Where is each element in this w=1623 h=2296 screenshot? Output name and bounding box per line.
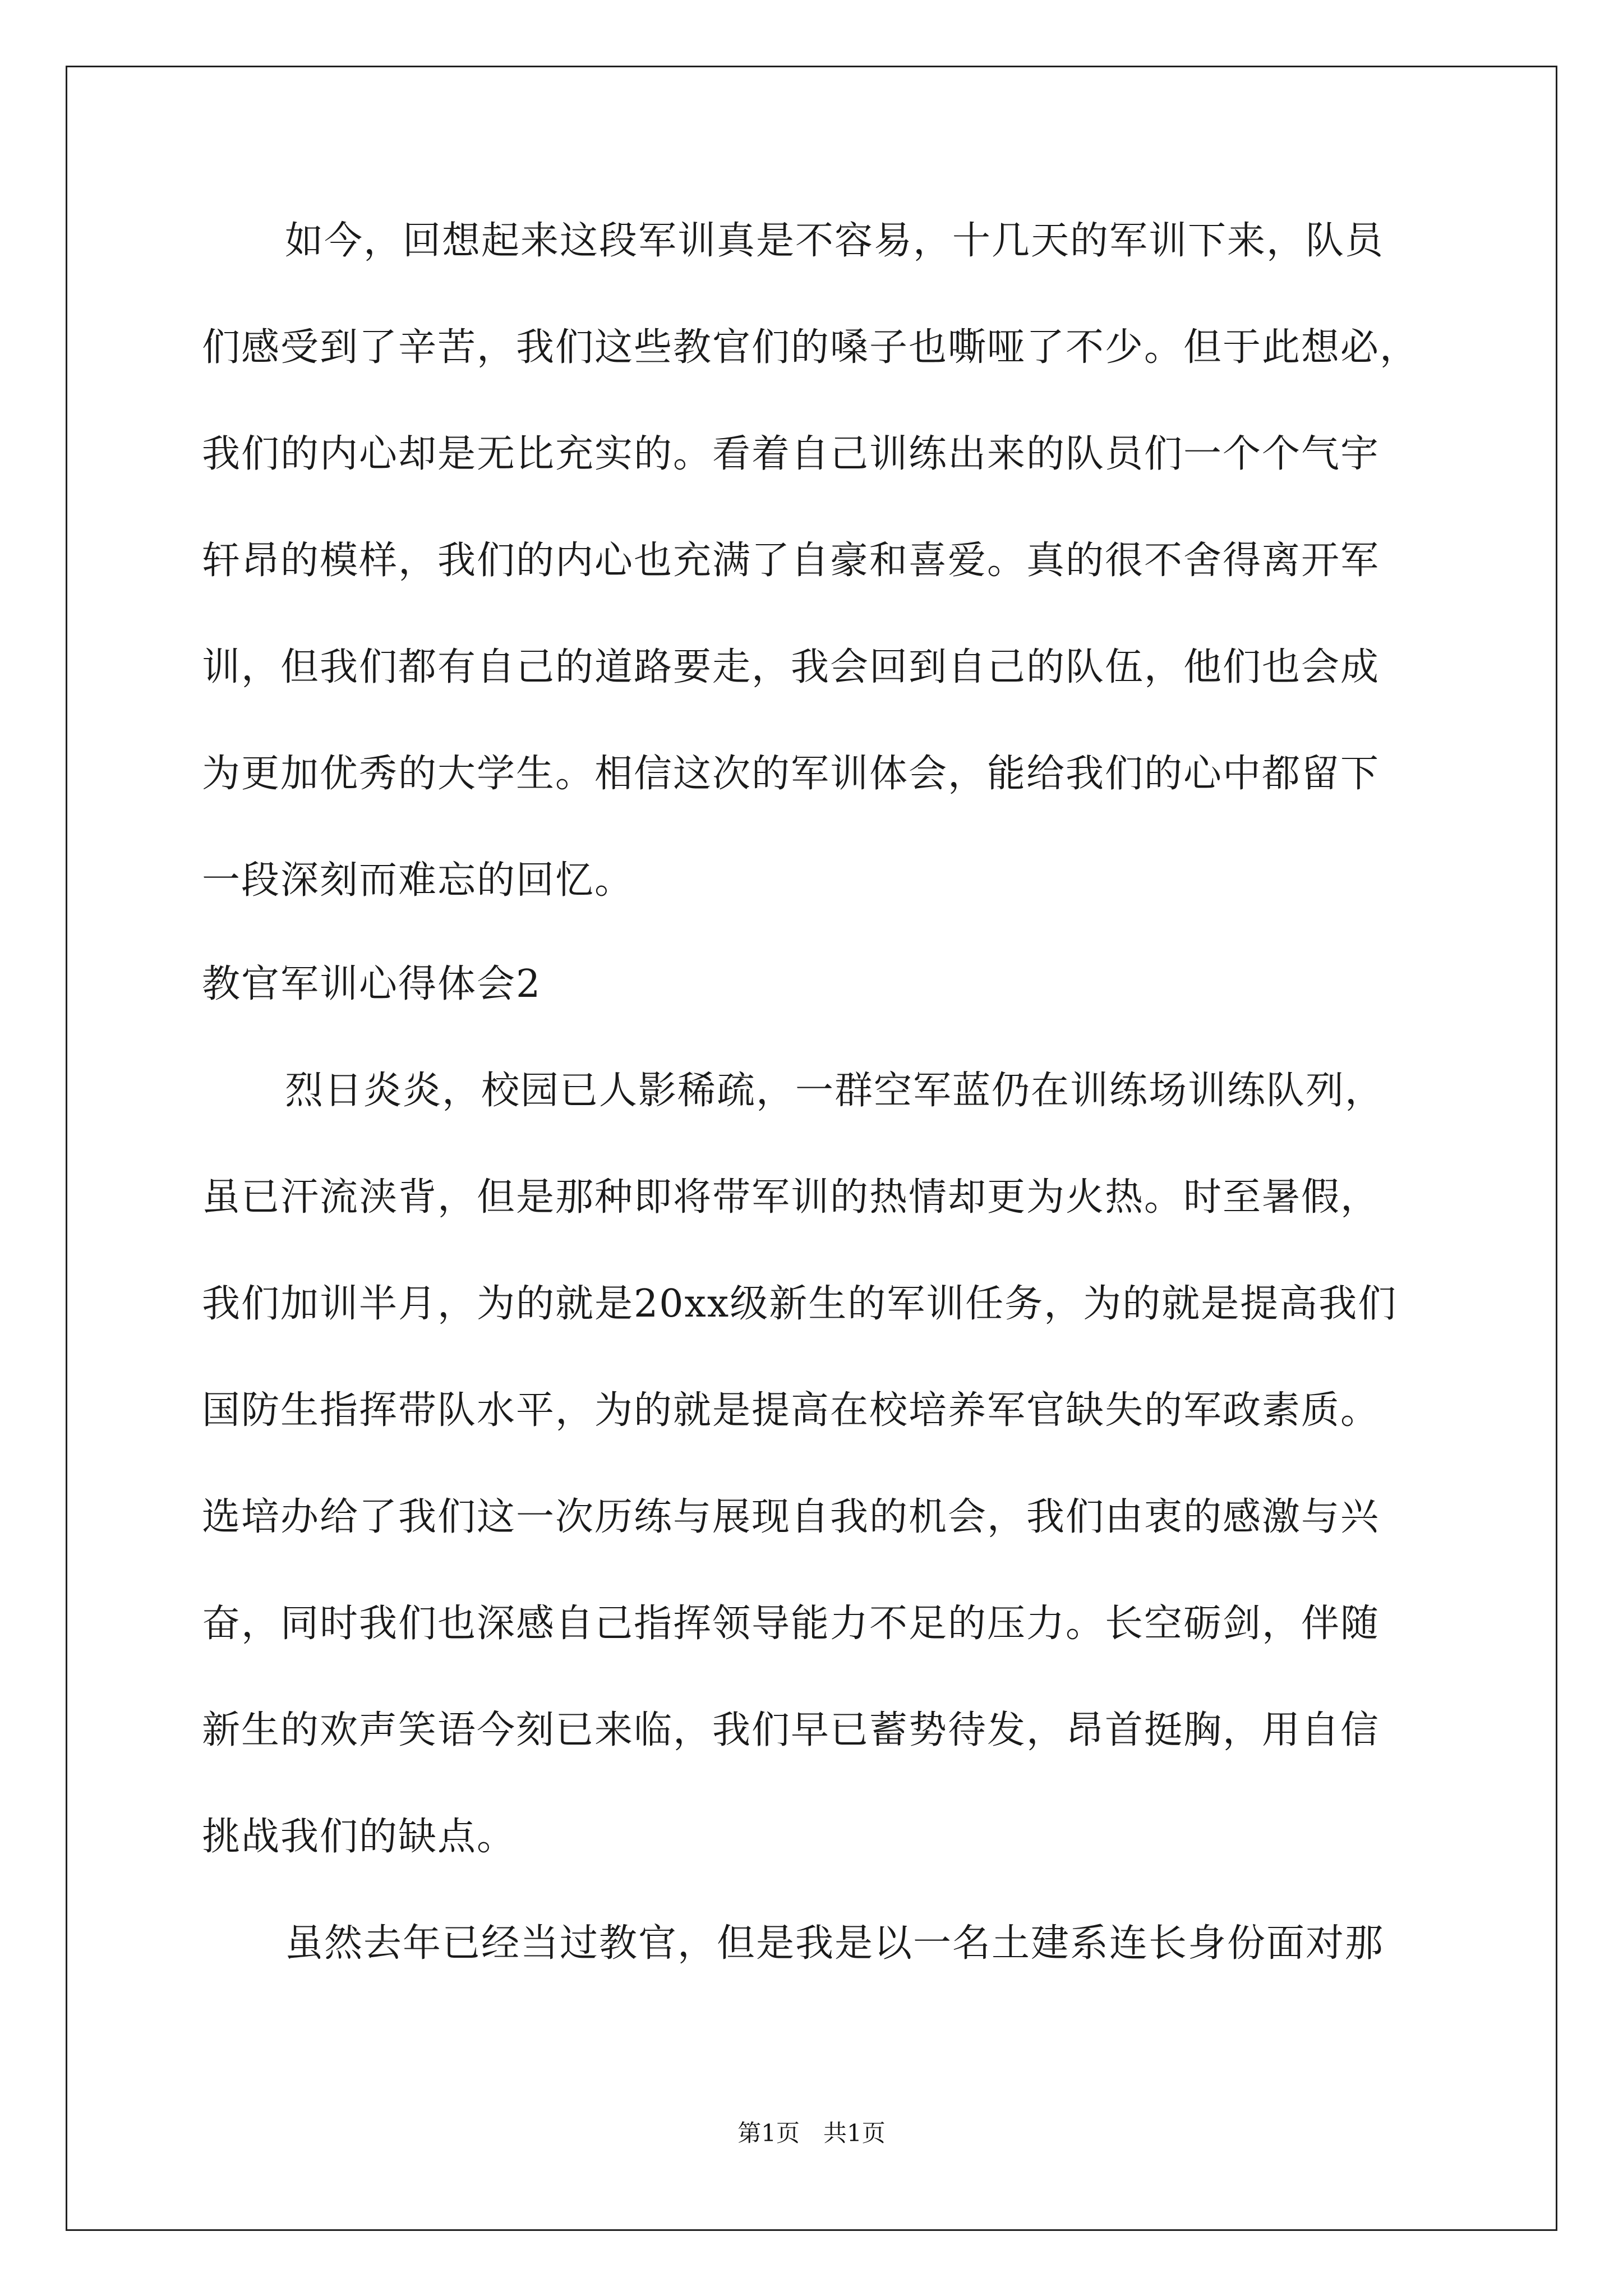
- section-heading: 教官军训心得体会2: [202, 962, 542, 1006]
- paragraph-2-line-5: 选培办给了我们这一次历练与展现自我的机会，我们由衷的感激与兴: [202, 1495, 1380, 1539]
- paragraph-2-line-6: 奋，同时我们也深感自己指挥领导能力不足的压力。长空砺剑，伴随: [202, 1602, 1380, 1646]
- paragraph-2-line-8: 挑战我们的缺点。: [202, 1815, 517, 1859]
- paragraph-2-line-3: 我们加训半月，为的就是20xx级新生的军训任务，为的就是提高我们: [202, 1282, 1398, 1326]
- paragraph-1-line-3: 我们的内心却是无比充实的。看着自己训练出来的队员们一个个气宇: [202, 432, 1380, 476]
- paragraph-2-line-1: 烈日炎炎，校园已人影稀疏，一群空军蓝仍在训练场训练队列，: [285, 1069, 1385, 1113]
- paragraph-1-line-5: 训，但我们都有自己的道路要走，我会回到自己的队伍，他们也会成: [202, 645, 1380, 689]
- paragraph-1-line-4: 轩昂的模样，我们的内心也充满了自豪和喜爱。真的很不舍得离开军: [202, 539, 1380, 583]
- page-border: [66, 66, 1557, 2231]
- paragraph-2-line-7: 新生的欢声笑语今刻已来临，我们早已蓄势待发，昂首挺胸，用自信: [202, 1708, 1380, 1752]
- paragraph-3-line-1: 虽然去年已经当过教官，但是我是以一名土建系连长身份面对那: [285, 1921, 1385, 1966]
- paragraph-1-line-1: 如今，回想起来这段军训真是不容易，十几天的军训下来，队员: [285, 219, 1385, 263]
- paragraph-2-line-4: 国防生指挥带队水平，为的就是提高在校培养军官缺失的军政素质。: [202, 1388, 1380, 1433]
- paragraph-1-line-6: 为更加优秀的大学生。相信这次的军训体会，能给我们的心中都留下: [202, 752, 1380, 796]
- paragraph-1-line-7: 一段深刻而难忘的回忆。: [202, 858, 634, 903]
- paragraph-2-line-2: 虽已汗流浃背，但是那种即将带军训的热情却更为火热。时至暑假，: [202, 1175, 1380, 1220]
- paragraph-1-line-2: 们感受到了辛苦，我们这些教官们的嗓子也嘶哑了不少。但于此想必，: [202, 325, 1419, 370]
- page-footer: 第1页 共1页: [737, 2119, 886, 2147]
